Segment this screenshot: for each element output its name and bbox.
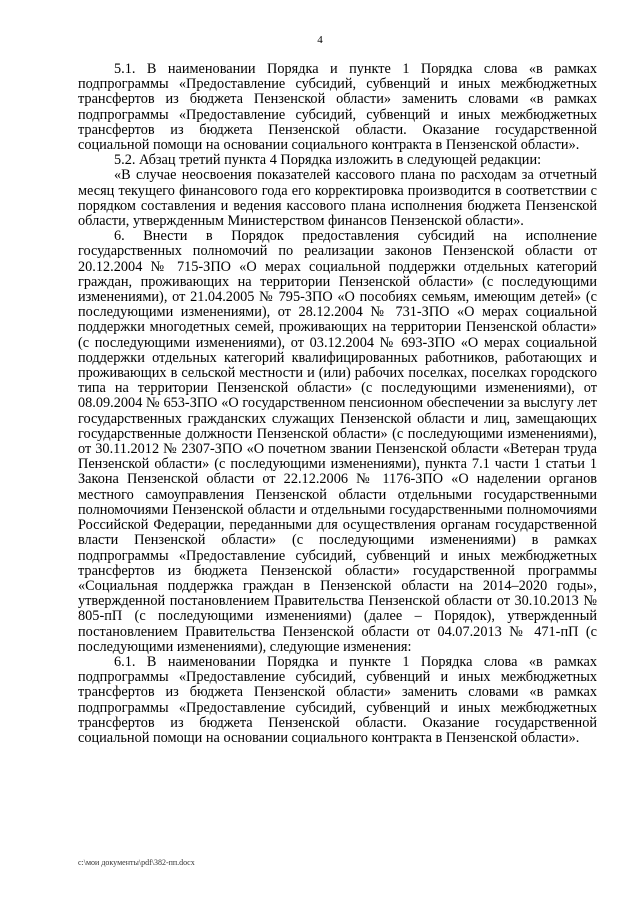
paragraph-5-2-quote: «В случае неосвоения показателей кассового плана по расходам за отчетный месяц текущего финансового года его корректировка производится в соответствии с порядком составления и ведения кассового плана исполнения бюджета Пензенской области, утвержденным Министерством финансов Пензенской области».	[78, 167, 597, 230]
footer-file-path: c:\мои документы\pdf\382-пп.docx	[78, 858, 195, 867]
paragraph-6: 6. Внести в Порядок предоставления субсидий на исполнение государственных полномочий по реализации законов Пензенской области от 20.12.2004 № 715-ЗПО «О мерах социальной поддержки отдельных категорий граждан, проживающих на территории Пензенской области» (с последующими изменениями), от 21.04.2005 № 795-ЗПО «О пособиях семьям, имеющим детей» (с последующими изменениями), от 28.12.2004 № 731-ЗПО «О мерах социальной поддержки многодетных семей, проживающих на территории Пензенской области» (с последующими изменениями), от 03.12.2004 № 693-ЗПО «О мерах социальной поддержки отдельных категорий квалифицированных работников, работающих и проживающих в сельской местности и (или) рабочих поселках, поселках городского типа на территории Пензенской области» (с последующими изменениями), от 08.09.2004 № 653-ЗПО «О государственном пенсионном обеспечении за выслугу лет государственных гражданских служащих Пензенской области и лиц, замещающих государственные должности Пензенской области» (с последующими изменениями), от 30.11.2012 № 2307-ЗПО «О почетном звании Пензенской области «Ветеран труда Пензенской области» (с последующими изменениями), пункта 7.1 части 1 статьи 1 Закона Пензенской области от 22.12.2006 № 1176-ЗПО «О наделении органов местного самоуправления Пензенской области отдельными государственными полномочиями Пензенской области и отдельными государственными полномочиями Российской Федерации, переданными для осуществления органам государственной власти Пензенской области» (с последующими изменениями) в рамках подпрограммы «Предоставление субсидий, субвенций и иных межбюджетных трансфертов из бюджета Пензенской области» государственной программы «Социальная поддержка граждан в Пензенской области на 2014–2020 годы», утвержденной постановлением Правительства Пензенской области от 30.10.2013 № 805-пП (с последующими изменениями) (далее – Порядок), утвержденный постановлением Правительства Пензенской области от 04.07.2013 № 471-пП (с последующими изменениями), следующие изменения:	[78, 228, 597, 655]
paragraph-5-2: 5.2. Абзац третий пункта 4 Порядка изложить в следующей редакции:	[114, 152, 542, 169]
document-body	[78, 62, 597, 746]
paragraph-5-1: 5.1. В наименовании Порядка и пункте 1 Порядка слова «в рамках подпрограммы «Предоставление субсидий, субвенций и иных межбюджетных трансфертов из бюджета Пензенской области» заменить словами «в рамках подпрограммы «Предоставление субсидий, субвенций и иных межбюджетных трансфертов из бюджета Пензенской области. Оказание государственной социальной помощи на основании социального контракта в Пензенской области».	[78, 61, 597, 154]
paragraph-6-1: 6.1. В наименовании Порядка и пункте 1 Порядка слова «в рамках подпрограммы «Предоставление субсидий, субвенций и иных межбюджетных трансфертов из бюджета Пензенской области» заменить словами «в рамках подпрограммы «Предоставление субсидий, субвенций и иных межбюджетных трансфертов из бюджета Пензенской области. Оказание государственной социальной помощи на основании социального контракта в Пензенской области».	[78, 653, 597, 746]
page-number: 4	[317, 34, 323, 46]
